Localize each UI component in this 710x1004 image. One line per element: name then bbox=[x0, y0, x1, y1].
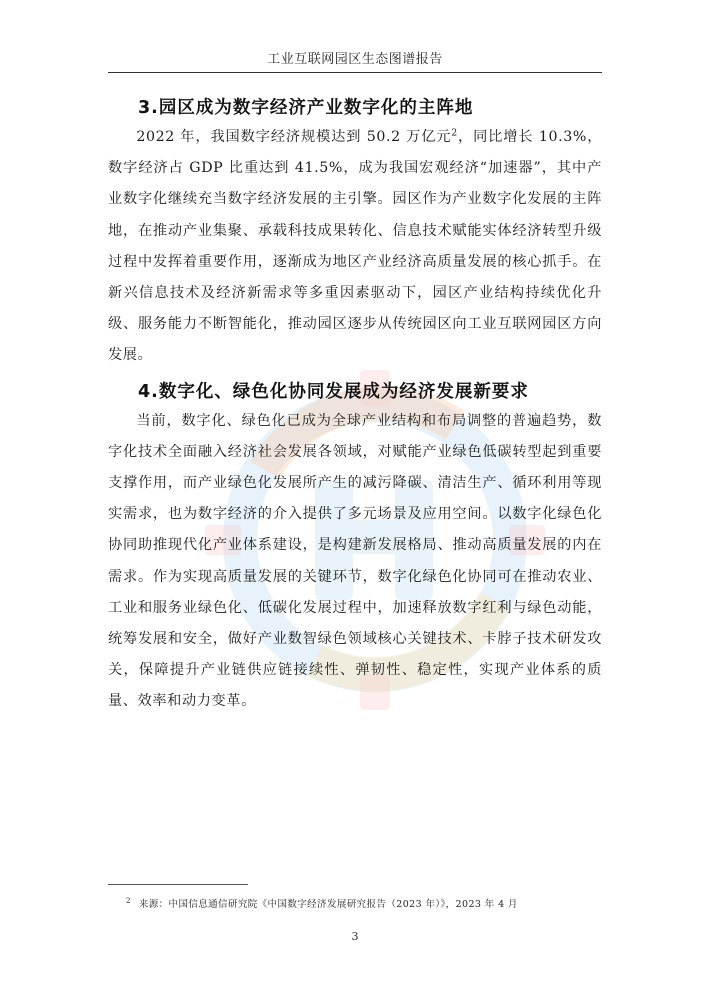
footnote-text: 来源：中国信息通信研究院《中国数字经济发展研究报告（2023 年）》，2023 年 4 月 bbox=[138, 899, 518, 910]
header-rule bbox=[108, 72, 602, 73]
section-3-text-b: ，同比增长 10.3%，数字经济占 GDP 比重达到 41.5%，成为我国宏观经济“加速器”，其中产业数字化继续充当数字经济发展的主引擎。园区作为产业数字化发展的主阵地，在推动产业集聚、承载科技成果转化、信息技术赋能实体经济转型升级过程中发挥着重要作用，逐渐成为地区产业经济高质量发展的核心抓手。在新兴信息技术及经济新需求等多重因素驱动下，园区产业结构持续优化升级、服务能力不断智能化，推动园区逐步从传统园区向工业互联网园区方向发展。 bbox=[108, 129, 603, 364]
running-header: 工业互联网园区生态图谱报告 bbox=[267, 52, 443, 67]
main-content bbox=[108, 94, 602, 718]
footnote-rule bbox=[108, 884, 248, 885]
section-3-text-a: 2022 年，我国数字经济规模达到 50.2 万亿元 bbox=[136, 129, 452, 145]
footnote bbox=[126, 896, 602, 910]
page-number: 3 bbox=[351, 930, 359, 943]
section-title-4: 4.数字化、绿色化协同发展成为经济发展新要求 bbox=[138, 381, 529, 402]
section-title-3: 3.园区成为数字经济产业数字化的主阵地 bbox=[138, 98, 474, 118]
footnote-ref-2[interactable]: 2 bbox=[451, 128, 458, 139]
section-4-paragraph: 当前，数字化、绿色化已成为全球产业结构和布局调整的普遍趋势，数字化技术全面融入经济社会发展各领域，对赋能产业绿色低碳转型起到重要支撑作用，而产业绿色化发展所产生的减污降碳、清洁生产、循环利用等现实需求，也为数字经济的介入提供了多元场景及应用空间。以数字化绿色化协同助推现代化产业体系建设，是构建新发展格局、推动高质量发展的内在需求。作为实现高质量发展的关键环节，数字化绿色化协同可在推动农业、工业和服务业绿色化、低碳化发展过程中，加速释放数字红利与绿色动能，统筹发展和安全，做好产业数智绿色领域核心关键技术、卡脖子技术研发攻关，保障提升产业链供应链接续性、弹韧性、稳定性，实现产业体系的质量、效率和动力变革。 bbox=[108, 412, 602, 710]
section-3-paragraph bbox=[108, 122, 602, 372]
footnote-mark: 2 bbox=[126, 896, 131, 905]
